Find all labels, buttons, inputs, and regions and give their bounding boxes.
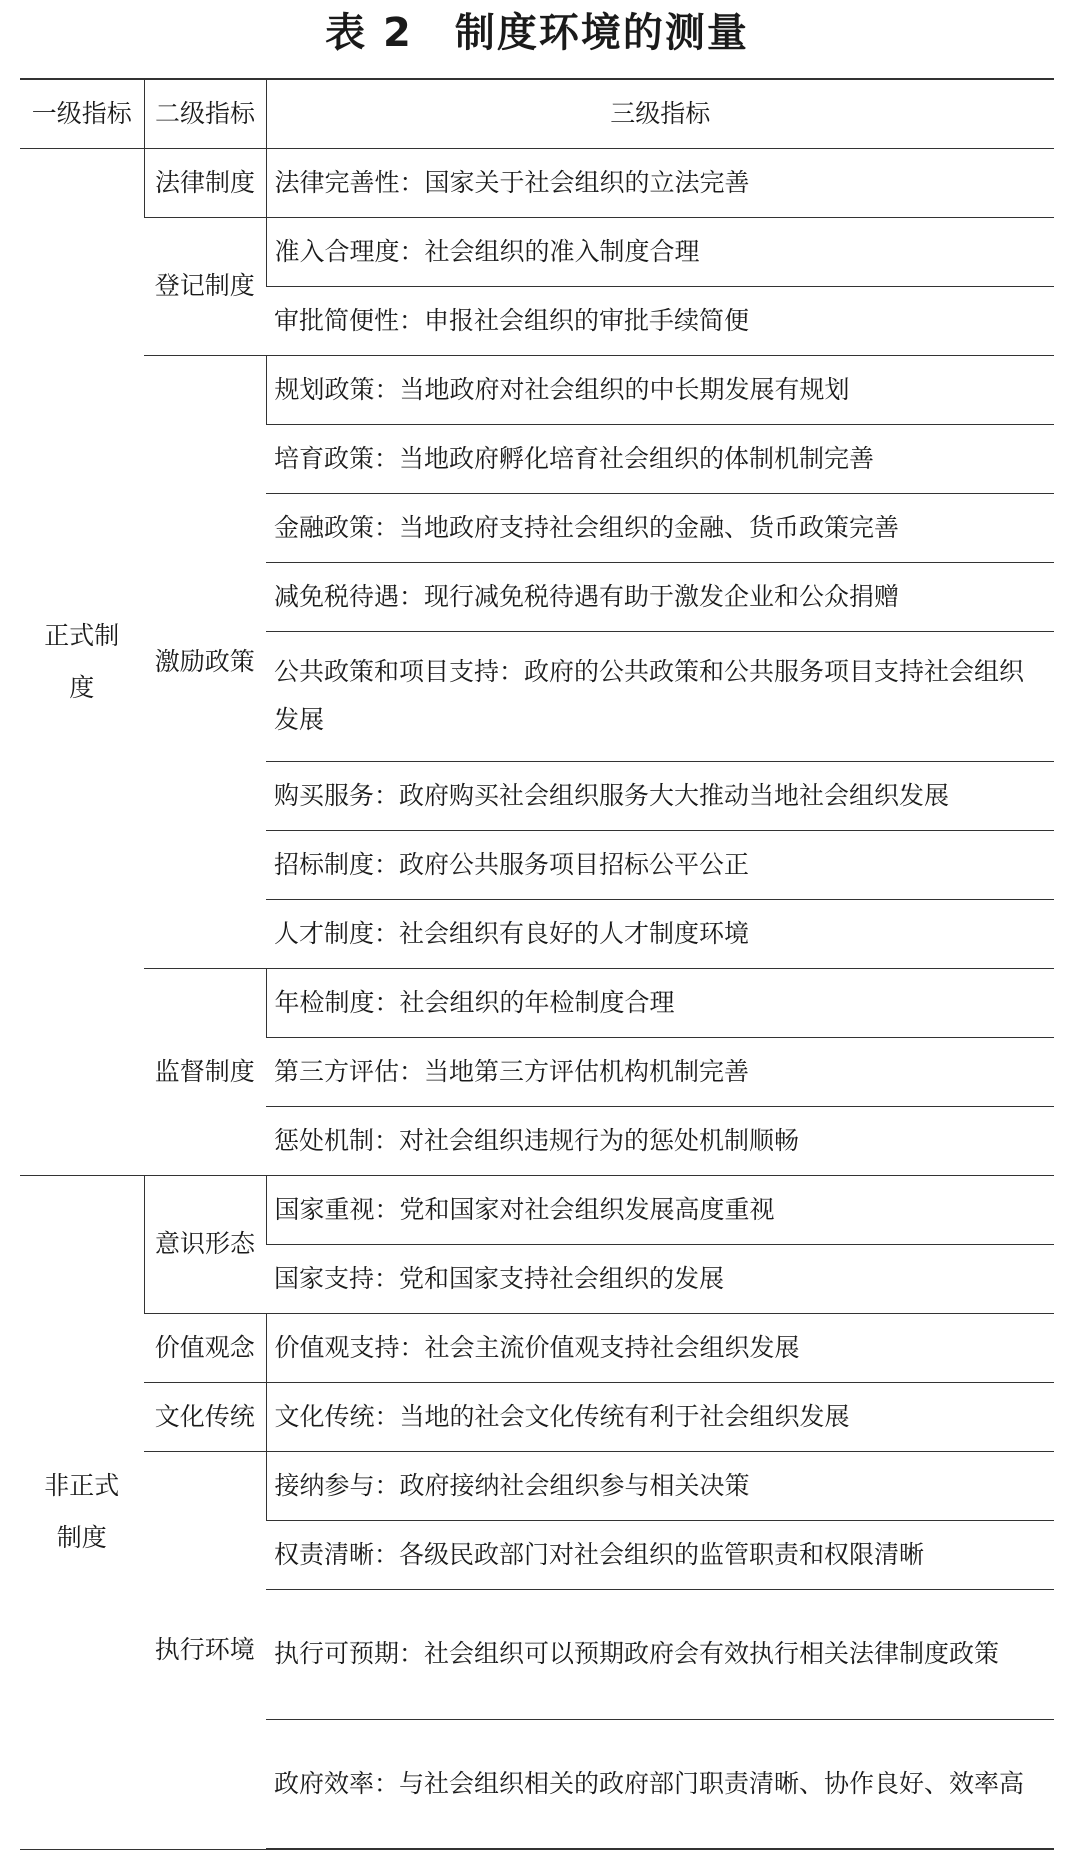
- level3-item: 准入合理度：社会组织的准入制度合理: [266, 217, 1054, 286]
- level3-item: 惩处机制：对社会组织违规行为的惩处机制顺畅: [266, 1106, 1054, 1175]
- level3-item: 招标制度：政府公共服务项目招标公平公正: [266, 830, 1054, 899]
- level3-item: 规划政策：当地政府对社会组织的中长期发展有规划: [266, 355, 1054, 424]
- level3-item: 国家支持：党和国家支持社会组织的发展: [266, 1244, 1054, 1313]
- level2-incentive: 激励政策: [144, 355, 266, 968]
- level3-item: 人才制度：社会组织有良好的人才制度环境: [266, 899, 1054, 968]
- level3-item: 金融政策：当地政府支持社会组织的金融、货币政策完善: [266, 493, 1054, 562]
- level2-law: 法律制度: [144, 148, 266, 217]
- level2-ideology: 意识形态: [144, 1175, 266, 1313]
- level3-item: 国家重视：党和国家对社会组织发展高度重视: [266, 1175, 1054, 1244]
- level3-item: 购买服务：政府购买社会组织服务大大推动当地社会组织发展: [266, 761, 1054, 830]
- measurement-table: [20, 78, 1054, 1850]
- level2-supervision: 监督制度: [144, 968, 266, 1175]
- level2-values: 价值观念: [144, 1313, 266, 1382]
- level1-formal: 正式制度: [20, 148, 144, 1175]
- header-level3: 三级指标: [266, 79, 1054, 148]
- level3-item: 法律完善性：国家关于社会组织的立法完善: [266, 148, 1054, 217]
- header-row: [20, 79, 1054, 148]
- level3-item: 减免税待遇：现行减免税待遇有助于激发企业和公众捐赠: [266, 562, 1054, 631]
- table-title: 表 2 制度环境的测量: [325, 10, 749, 56]
- table-row: [20, 1382, 1054, 1451]
- level3-item: 政府效率：与社会组织相关的政府部门职责清晰、协作良好、效率高: [266, 1719, 1054, 1849]
- level2-registration: 登记制度: [144, 217, 266, 355]
- level3-item: 执行可预期：社会组织可以预期政府会有效执行相关法律制度政策: [266, 1589, 1054, 1719]
- header-level1: 一级指标: [20, 79, 144, 148]
- table-row: [20, 217, 1054, 286]
- table-row: [20, 968, 1054, 1037]
- level3-item: 接纳参与：政府接纳社会组织参与相关决策: [266, 1451, 1054, 1520]
- level3-item: 公共政策和项目支持：政府的公共政策和公共服务项目支持社会组织发展: [266, 631, 1054, 761]
- header-level2: 二级指标: [144, 79, 266, 148]
- level3-item: 文化传统：当地的社会文化传统有利于社会组织发展: [266, 1382, 1054, 1451]
- level3-item: 权责清晰：各级民政部门对社会组织的监管职责和权限清晰: [266, 1520, 1054, 1589]
- level3-item: 第三方评估：当地第三方评估机构机制完善: [266, 1037, 1054, 1106]
- table-row: [20, 1313, 1054, 1382]
- level2-execution: 执行环境: [144, 1451, 266, 1849]
- table-row: [20, 355, 1054, 424]
- level1-informal: 非正式制度: [20, 1175, 144, 1849]
- table-row: [20, 1451, 1054, 1520]
- level3-item: 价值观支持：社会主流价值观支持社会组织发展: [266, 1313, 1054, 1382]
- level3-item: 审批简便性：申报社会组织的审批手续简便: [266, 286, 1054, 355]
- table-row: [20, 148, 1054, 217]
- level3-item: 培育政策：当地政府孵化培育社会组织的体制机制完善: [266, 424, 1054, 493]
- level3-item: 年检制度：社会组织的年检制度合理: [266, 968, 1054, 1037]
- level2-culture: 文化传统: [144, 1382, 266, 1451]
- table-row: [20, 1175, 1054, 1244]
